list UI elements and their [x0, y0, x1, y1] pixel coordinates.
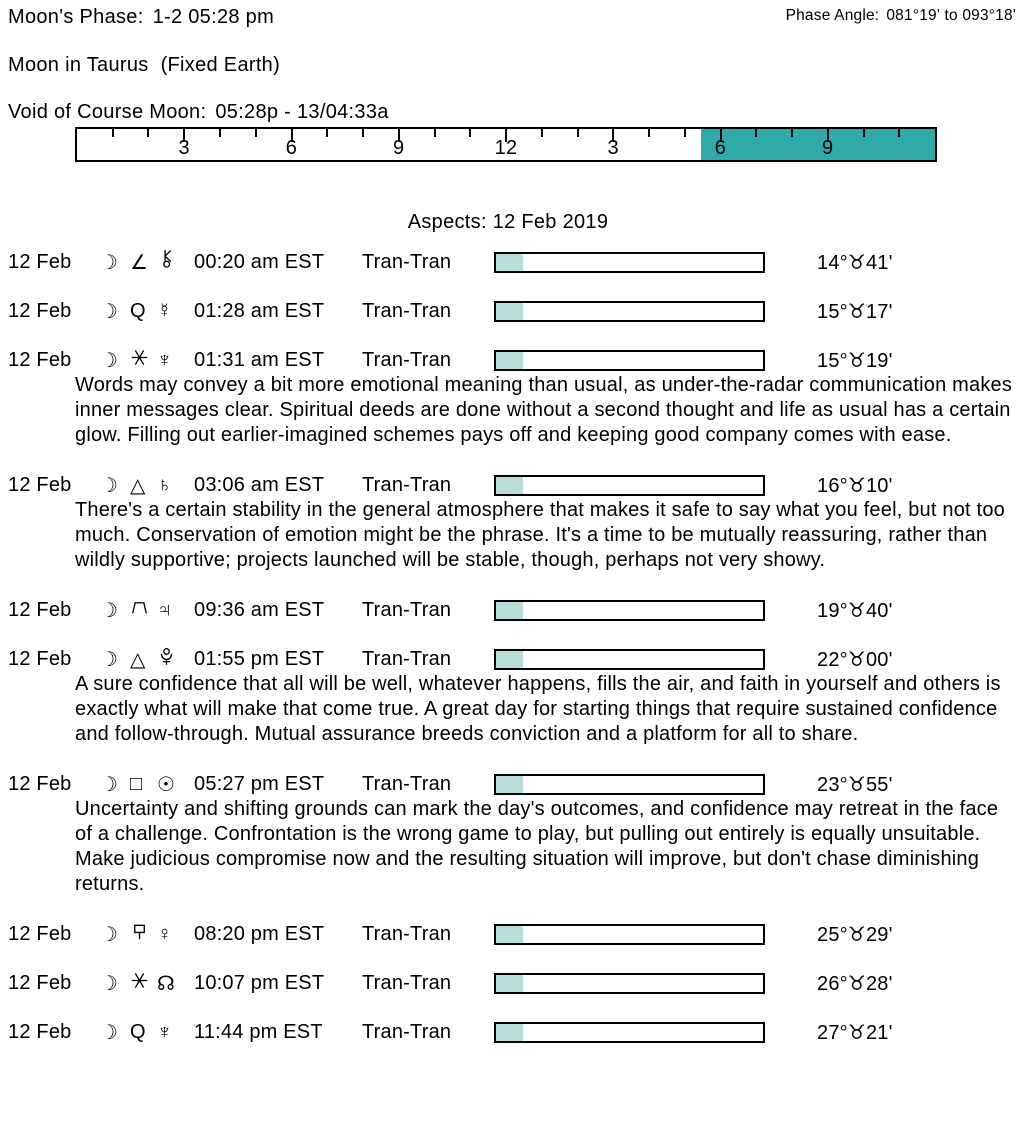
aspect-interpretation: A sure confidence that all will be well, whatever happens, fills the air, and faith in yourself and others is exactly what will make that come true. A great day for starting things that require sustained confidence and follow-through. Mutual assurance breeds conviction and a platform for all to share. [75, 673, 1001, 745]
aspect-symbol [130, 647, 157, 672]
aspect-type: Tran-Tran [362, 923, 452, 945]
aspect-row [8, 772, 1029, 797]
aspect-interpretation: There's a certain stability in the general atmosphere that makes it safe to say what you feel, but not too much. Conservation of emotion might be the phrase. It's a time to be mutually reassuring, rather than wildly supportive; projects launched will be stable, though, perhaps not very showy. [75, 499, 1005, 571]
aspect-date: 12 Feb [8, 474, 72, 496]
moon-icon: ☽ [100, 924, 119, 946]
sesquiquadrate-icon [130, 922, 149, 941]
ruler-tick [577, 129, 579, 137]
aspect-moon [100, 922, 130, 947]
aspect-symbol [130, 473, 157, 498]
aspect-symbol [130, 971, 157, 996]
phase-angle-label: Phase Angle: [785, 7, 880, 24]
aspect-progress-bar [494, 924, 765, 945]
moon-icon: ☽ [100, 475, 119, 497]
aspect-symbol [130, 1021, 157, 1044]
aspect-progress-fill [496, 975, 523, 992]
ruler-hour-label: 12 [494, 137, 518, 159]
venus-icon: ♀ [157, 923, 173, 945]
aspect-symbol [130, 598, 157, 623]
aspect-moon [100, 348, 130, 373]
aspect-type: Tran-Tran [362, 300, 452, 322]
aspect-progress-bar [494, 475, 765, 496]
aspect-progress-bar [494, 774, 765, 795]
trine-icon: △ [130, 649, 146, 671]
aspect-type: Tran-Tran [362, 648, 452, 670]
ruler-hour-label: 9 [822, 137, 834, 159]
square-icon: □ [130, 773, 143, 795]
phase-angle-line [786, 7, 1016, 25]
neptune-icon: ♆ [157, 1021, 173, 1043]
moon-icon: ☽ [100, 350, 119, 372]
sextile-icon [130, 971, 149, 990]
moon-sign-line [8, 54, 1029, 77]
ruler-tick [684, 129, 686, 137]
aspect-time: 05:27 pm EST [194, 773, 325, 795]
aspect-degree: 14°♉41' [817, 252, 893, 274]
aspect-progress-bar [494, 1022, 765, 1043]
aspect-date: 12 Feb [8, 1021, 72, 1043]
phase-angle-value: 081°19' to 093°18' [886, 7, 1016, 24]
aspect-type: Tran-Tran [362, 773, 452, 795]
aspect-moon [100, 473, 130, 498]
aspect-interpretation: Words may convey a bit more emotional meaning than usual, as under-the-radar communication makes inner messages clear. Spiritual deeds are done without a second thought and life as usual has a certain glow. Filling out earlier-imagined schemes pays off and keeping good company comes with ease. [75, 374, 1013, 446]
ruler-tick [791, 129, 793, 137]
aspect-degree: 27°♉21' [817, 1022, 893, 1044]
ruler-tick [648, 129, 650, 137]
ruler-tick [898, 129, 900, 137]
voc-value: 05:28p - 13/04:33a [215, 101, 389, 123]
voc-label: Void of Course Moon: [8, 101, 207, 123]
aspect-type: Tran-Tran [362, 972, 452, 994]
semisquare-icon: ∠ [130, 252, 149, 274]
ruler-tick [112, 129, 114, 137]
aspect-planet [157, 923, 194, 946]
aspect-symbol [130, 348, 157, 373]
ruler-tick [541, 129, 543, 137]
moons-phase-value: 1-2 05:28 pm [152, 6, 275, 28]
ruler-hour-label: 9 [393, 137, 405, 159]
aspect-row [8, 598, 1029, 623]
pluto-icon [157, 647, 176, 666]
aspect-progress-fill [496, 651, 523, 668]
aspect-interpretation: Uncertainty and shifting grounds can mark the day's outcomes, and confidence may retreat in the face of a challenge. Confrontation is the wrong game to play, but pulling out entirely is equally unsuitable. Make judicious compromise now and the resulting situation will improve, but don't chase diminishing returns. [75, 798, 999, 895]
voc-ruler [75, 127, 937, 162]
ruler-tick [147, 129, 149, 137]
aspect-row [8, 647, 1029, 672]
aspect-degree: 23°♉55' [817, 774, 893, 796]
aspect-type: Tran-Tran [362, 599, 452, 621]
aspect-symbol [130, 250, 157, 275]
aspect-progress-bar [494, 350, 765, 371]
aspect-moon [100, 647, 130, 672]
aspect-moon [100, 1020, 130, 1045]
aspect-list [8, 250, 1029, 1045]
moon-icon: ☽ [100, 973, 119, 995]
aspect-date: 12 Feb [8, 599, 72, 621]
aspect-planet [157, 1021, 194, 1044]
aspect-degree: 16°♉10' [817, 475, 893, 497]
moon-sign-quality: (Fixed Earth) [160, 54, 281, 76]
moon-icon: ☽ [100, 774, 119, 796]
moons-phase-label: Moon's Phase: [8, 6, 144, 28]
aspect-time: 11:44 pm EST [194, 1021, 323, 1043]
aspect-time: 03:06 am EST [194, 474, 325, 496]
aspect-planet [157, 250, 194, 275]
ruler-hour-label: 3 [607, 137, 619, 159]
aspect-date: 12 Feb [8, 349, 72, 371]
aspect-moon [100, 250, 130, 275]
ruler-tick [469, 129, 471, 137]
aspect-type: Tran-Tran [362, 1021, 452, 1043]
aspect-row [8, 473, 1029, 498]
aspect-symbol [130, 300, 157, 323]
ruler-tick [219, 129, 221, 137]
aspect-row [8, 348, 1029, 373]
aspect-progress-fill [496, 776, 523, 793]
aspect-progress-fill [496, 352, 523, 369]
sun-icon: ☉ [157, 774, 176, 796]
north-node-icon: ☊ [157, 973, 175, 995]
aspect-degree: 26°♉28' [817, 973, 893, 995]
aspect-type: Tran-Tran [362, 474, 452, 496]
moon-icon: ☽ [100, 600, 119, 622]
aspect-progress-fill [496, 303, 523, 320]
moon-icon: ☽ [100, 649, 119, 671]
aspect-time: 09:36 am EST [194, 599, 325, 621]
ruler-tick [326, 129, 328, 137]
aspect-degree: 15°♉17' [817, 301, 893, 323]
aspect-degree: 19°♉40' [817, 600, 893, 622]
aspect-degree: 25°♉29' [817, 924, 893, 946]
aspect-progress-fill [496, 477, 523, 494]
chiron-icon [157, 250, 176, 269]
aspect-time: 01:28 am EST [194, 300, 325, 322]
aspect-moon [100, 971, 130, 996]
aspect-progress-bar [494, 252, 765, 273]
ruler-tick [863, 129, 865, 137]
aspect-date: 12 Feb [8, 300, 72, 322]
aspect-planet [157, 474, 194, 497]
aspect-time: 00:20 am EST [194, 251, 325, 273]
aspect-planet [157, 300, 194, 323]
aspect-planet [157, 971, 194, 996]
ruler-hour-label: 6 [285, 137, 298, 159]
ruler-tick [755, 129, 757, 137]
moon-icon: ☽ [100, 1022, 119, 1044]
moon-sign: Moon in Taurus [8, 54, 149, 76]
aspect-time: 08:20 pm EST [194, 923, 325, 945]
moon-icon: ☽ [100, 252, 119, 274]
aspect-date: 12 Feb [8, 972, 72, 994]
quincunx-icon [130, 598, 149, 617]
aspect-time: 01:31 am EST [194, 349, 325, 371]
aspect-progress-bar [494, 649, 765, 670]
aspect-progress-bar [494, 600, 765, 621]
aspects-title: Aspects: 12 Feb 2019 [407, 211, 609, 233]
ruler-hour-label: 6 [714, 137, 727, 159]
aspect-progress-bar [494, 301, 765, 322]
aspect-row [8, 250, 1029, 275]
aspect-planet [157, 599, 194, 622]
aspect-type: Tran-Tran [362, 349, 452, 371]
mercury-icon: ☿ [157, 300, 173, 322]
sextile-icon [130, 348, 149, 367]
aspect-row [8, 299, 1029, 324]
ruler-tick [434, 129, 436, 137]
aspect-progress-fill [496, 254, 523, 271]
aspect-planet [157, 772, 194, 797]
quintile-icon: Q [130, 300, 146, 322]
aspect-moon [100, 299, 130, 324]
aspect-moon [100, 598, 130, 623]
aspect-progress-fill [496, 1024, 523, 1041]
aspect-moon [100, 772, 130, 797]
aspect-date: 12 Feb [8, 251, 72, 273]
trine-icon: △ [130, 475, 146, 497]
aspect-row [8, 922, 1029, 947]
aspect-planet [157, 349, 194, 372]
aspect-planet [157, 647, 194, 672]
aspect-symbol [130, 922, 157, 947]
aspect-progress-fill [496, 926, 523, 943]
voc-line [8, 101, 1029, 124]
aspect-row [8, 971, 1029, 996]
aspect-date: 12 Feb [8, 773, 72, 795]
aspect-time: 10:07 pm EST [194, 972, 325, 994]
aspect-row [8, 1020, 1029, 1045]
aspect-degree: 15°♉19' [817, 350, 893, 372]
aspect-time: 01:55 pm EST [194, 648, 325, 670]
moon-icon: ☽ [100, 301, 119, 323]
aspect-progress-fill [496, 602, 523, 619]
ruler-hour-label: 3 [178, 137, 190, 159]
aspect-progress-bar [494, 973, 765, 994]
aspect-symbol [130, 773, 157, 796]
aspect-type: Tran-Tran [362, 251, 452, 273]
aspect-date: 12 Feb [8, 648, 72, 670]
ruler-tick [255, 129, 257, 137]
neptune-icon: ♆ [157, 349, 173, 371]
quintile-icon: Q [130, 1021, 146, 1043]
saturn-icon: ♄ [157, 474, 173, 496]
ruler-tick [362, 129, 364, 137]
jupiter-icon: ♃ [157, 599, 173, 621]
aspect-degree: 22°♉00' [817, 649, 893, 671]
aspect-date: 12 Feb [8, 923, 72, 945]
